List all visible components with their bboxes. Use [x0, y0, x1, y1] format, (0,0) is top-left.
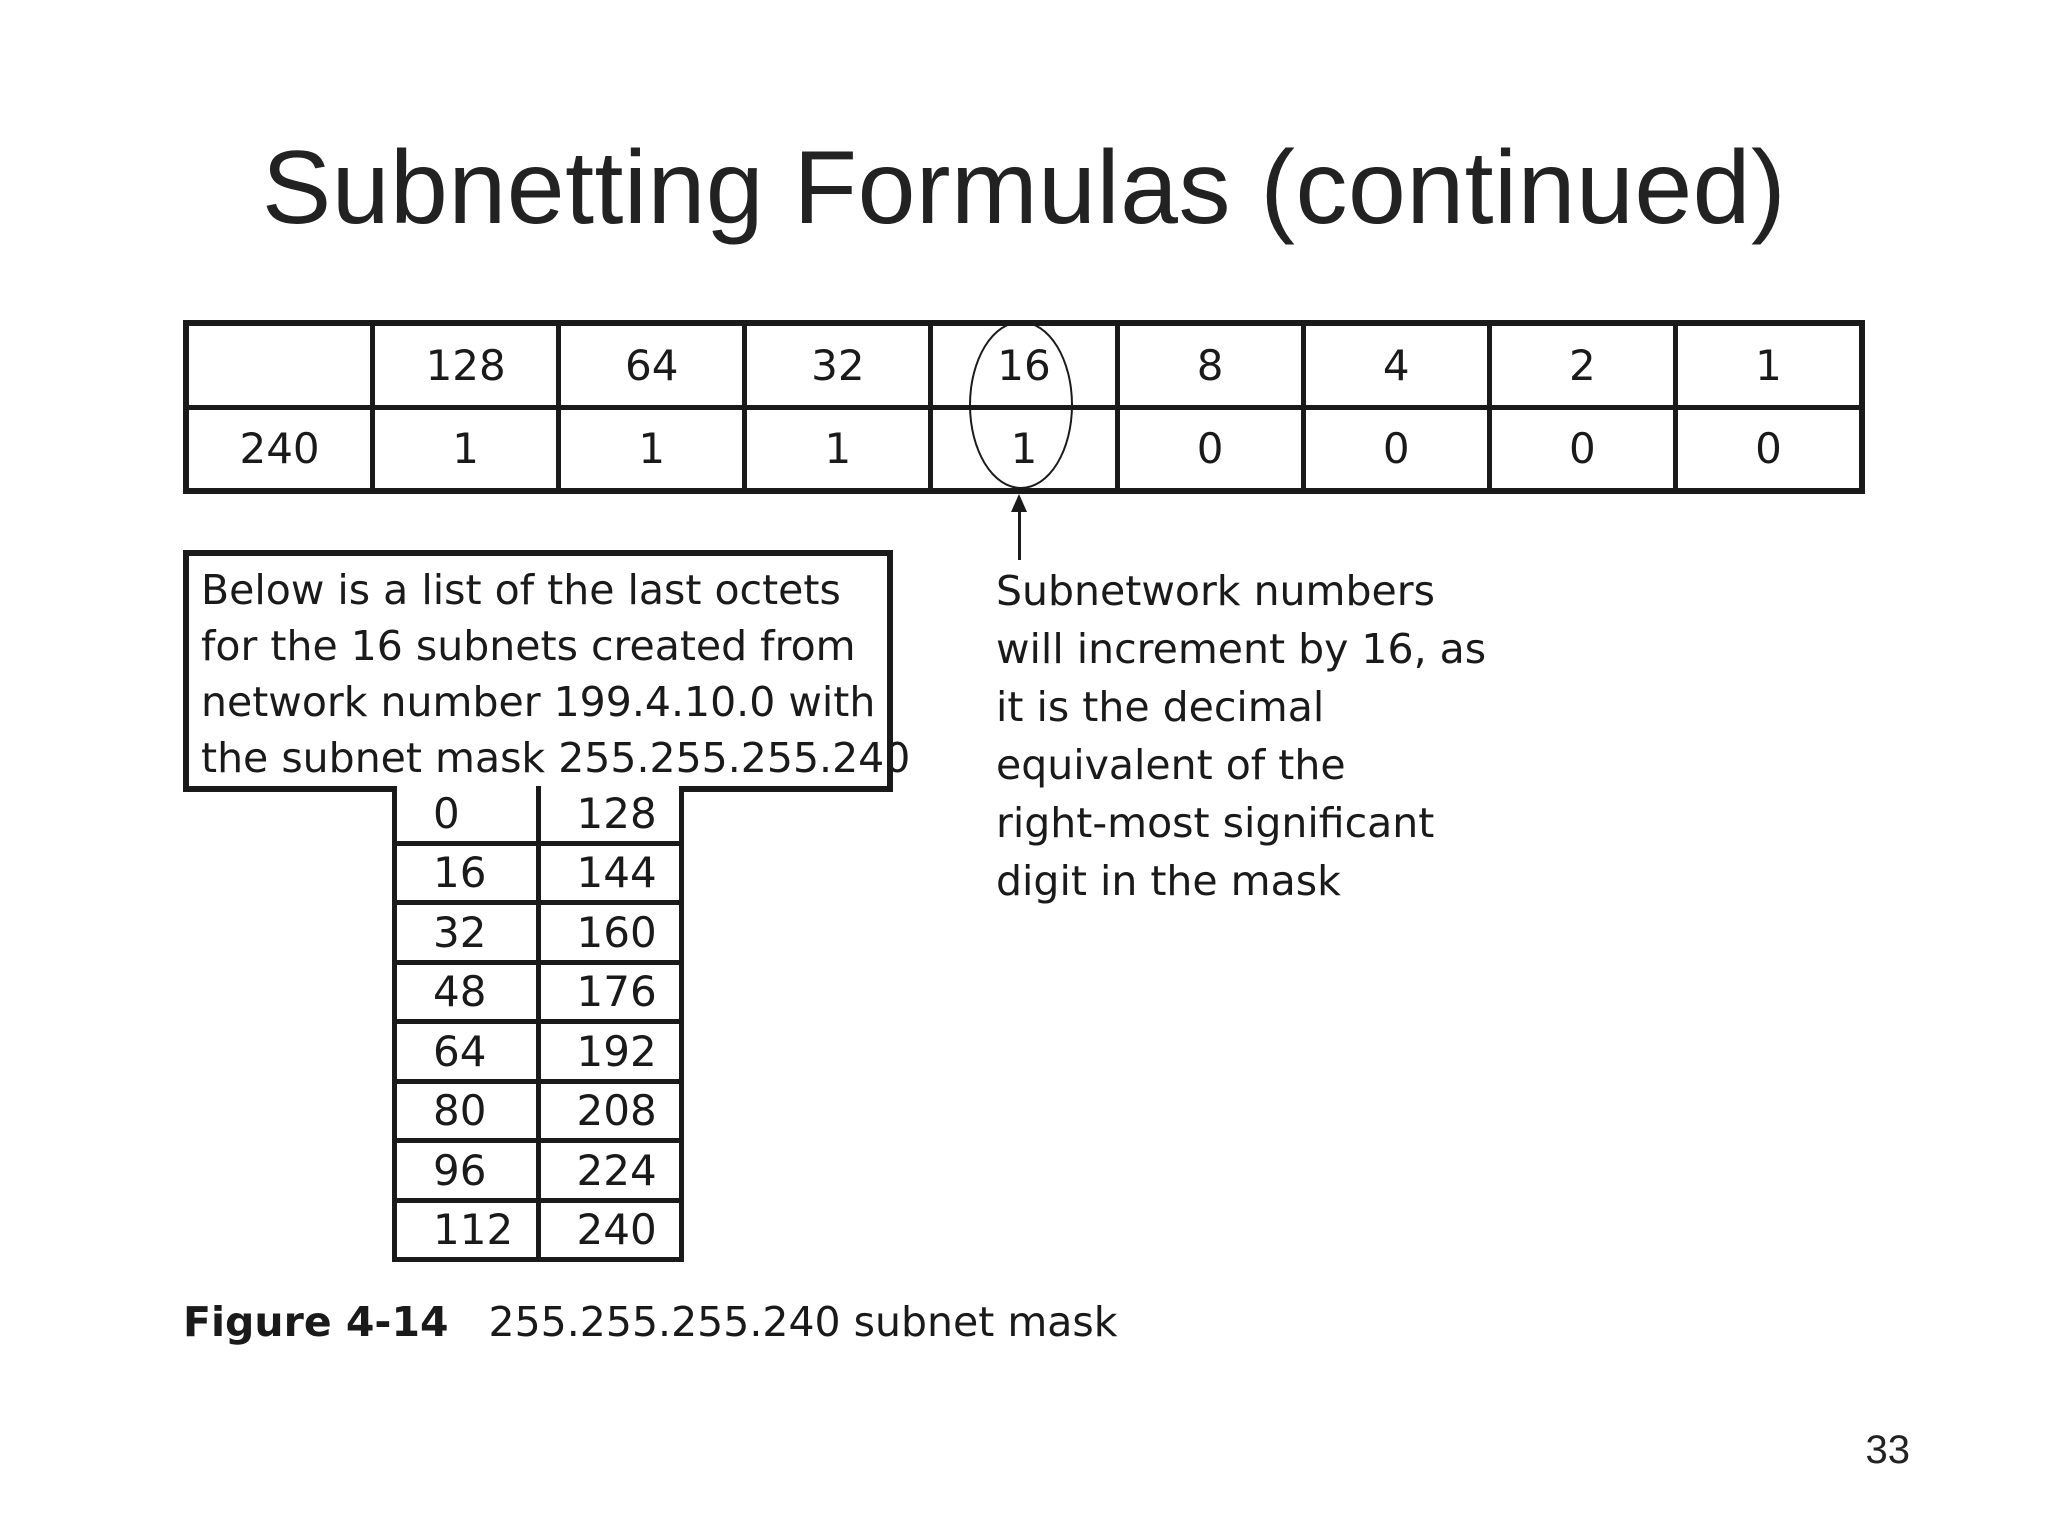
subnet-cell: 16 [397, 846, 536, 901]
bit-value-cell: 0 [1306, 410, 1487, 489]
subnet-cell: 64 [397, 1024, 536, 1079]
subnet-cell: 160 [541, 905, 680, 960]
subnet-cell: 112 [397, 1203, 536, 1258]
bit-header-cell: 1 [1678, 326, 1859, 405]
subnet-cell: 32 [397, 905, 536, 960]
subnet-cell: 224 [541, 1143, 680, 1198]
bit-header-cell: 2 [1492, 326, 1673, 405]
subnet-cell: 144 [541, 846, 680, 901]
subnet-cell: 96 [397, 1143, 536, 1198]
note-line: digit in the mask [996, 857, 1341, 905]
subnet-cell: 128 [541, 786, 680, 841]
subnet-cell: 192 [541, 1024, 680, 1079]
note-line: it is the decimal [996, 683, 1325, 731]
subnet-cell: 80 [397, 1084, 536, 1139]
note-line: Subnetwork numbers [996, 567, 1435, 615]
bit-value-cell: 0 [1678, 410, 1859, 489]
slide-title: Subnetting Formulas (continued) [261, 130, 1787, 246]
bit-value-cell: 0 [1120, 410, 1301, 489]
description-line: Below is a list of the last octets [201, 566, 841, 614]
increment-note [996, 562, 1486, 910]
subnet-list-table [392, 786, 684, 1262]
mask-value-cell: 240 [189, 410, 370, 489]
note-line: will increment by 16, as [996, 625, 1487, 673]
description-box [183, 550, 911, 792]
bit-header-cell-highlighted: 16 [933, 326, 1114, 405]
bit-value-cell: 1 [561, 410, 742, 489]
bit-header-cell: 4 [1306, 326, 1487, 405]
bit-value-table [183, 320, 1865, 494]
bit-value-cell-highlighted: 1 [933, 410, 1114, 489]
description-line: network number 199.4.10.0 with [201, 678, 876, 726]
subnet-cell: 176 [541, 965, 680, 1020]
bit-value-cell: 1 [375, 410, 556, 489]
figure-caption [183, 1298, 1118, 1346]
page-number: 33 [1865, 1428, 1910, 1472]
bit-header-cell: 8 [1120, 326, 1301, 405]
description-line: the subnet mask 255.255.255.240 [201, 734, 911, 782]
bit-value-cell: 0 [1492, 410, 1673, 489]
subnet-cell: 240 [541, 1203, 680, 1258]
bit-header-cell: 128 [375, 326, 556, 405]
subnet-cell: 208 [541, 1084, 680, 1139]
note-line: right-most significant [996, 799, 1435, 847]
bit-value-cell: 1 [747, 410, 928, 489]
note-line: equivalent of the [996, 741, 1346, 789]
subnet-cell: 48 [397, 965, 536, 1020]
bit-header-cell: 32 [747, 326, 928, 405]
figure-label: Figure 4-14 [183, 1298, 449, 1346]
figure-caption-text: 255.255.255.240 subnet mask [488, 1298, 1118, 1346]
arrow-line [1018, 504, 1021, 560]
bit-header-cell: 64 [561, 326, 742, 405]
description-line: for the 16 subnets created from [201, 622, 856, 670]
subnet-cell: 0 [397, 786, 536, 841]
bit-header-cell [189, 326, 370, 405]
